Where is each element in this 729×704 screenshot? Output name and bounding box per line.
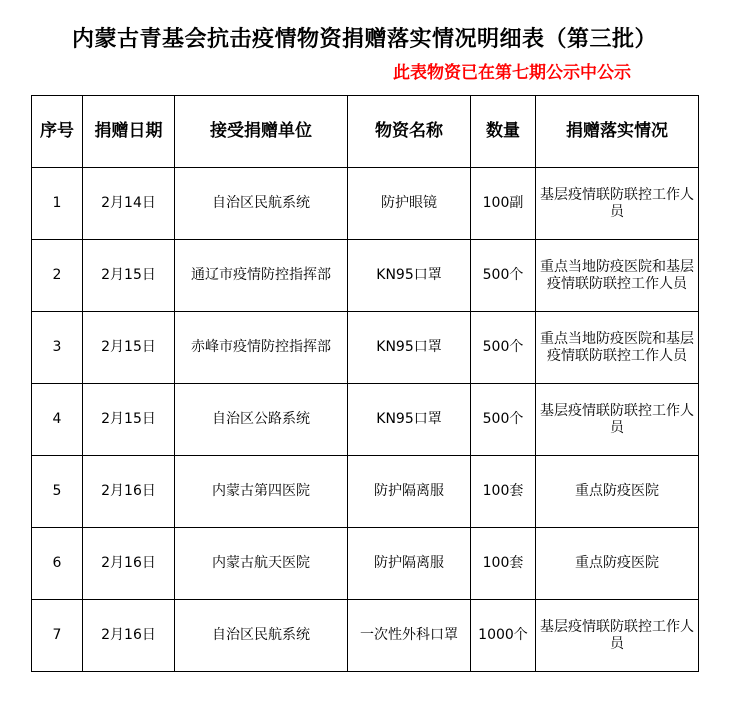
cell-donation-date: 2月15日 [83, 312, 175, 384]
header-item-name: 物资名称 [348, 96, 471, 168]
cell-quantity: 100套 [471, 528, 536, 600]
cell-recipient: 内蒙古航天医院 [175, 528, 348, 600]
table-row [32, 168, 699, 240]
cell-quantity: 100套 [471, 456, 536, 528]
header-quantity: 数量 [471, 96, 536, 168]
cell-serial-no: 2 [32, 240, 83, 312]
cell-implementation-status: 重点防疫医院 [536, 456, 699, 528]
cell-recipient: 内蒙古第四医院 [175, 456, 348, 528]
cell-quantity: 500个 [471, 384, 536, 456]
cell-item-name: 防护隔离服 [348, 528, 471, 600]
cell-serial-no: 5 [32, 456, 83, 528]
cell-recipient: 通辽市疫情防控指挥部 [175, 240, 348, 312]
cell-recipient: 自治区民航系统 [175, 600, 348, 672]
table-header-row [32, 96, 699, 168]
cell-donation-date: 2月16日 [83, 600, 175, 672]
table-row [32, 240, 699, 312]
cell-serial-no: 6 [32, 528, 83, 600]
cell-implementation-status: 重点防疫医院 [536, 528, 699, 600]
cell-quantity: 1000个 [471, 600, 536, 672]
table-row [32, 384, 699, 456]
cell-recipient: 赤峰市疫情防控指挥部 [175, 312, 348, 384]
cell-quantity: 500个 [471, 240, 536, 312]
cell-donation-date: 2月14日 [83, 168, 175, 240]
cell-serial-no: 4 [32, 384, 83, 456]
cell-implementation-status: 基层疫情联防联控工作人员 [536, 168, 699, 240]
table-row [32, 600, 699, 672]
cell-recipient: 自治区民航系统 [175, 168, 348, 240]
cell-donation-date: 2月15日 [83, 240, 175, 312]
header-implementation-status: 捐赠落实情况 [536, 96, 699, 168]
cell-serial-no: 7 [32, 600, 83, 672]
cell-implementation-status: 重点当地防疫医院和基层疫情联防联控工作人员 [536, 312, 699, 384]
cell-recipient: 自治区公路系统 [175, 384, 348, 456]
table-row [32, 312, 699, 384]
cell-item-name: KN95口罩 [348, 240, 471, 312]
header-donation-date: 捐赠日期 [83, 96, 175, 168]
cell-donation-date: 2月16日 [83, 528, 175, 600]
cell-quantity: 100副 [471, 168, 536, 240]
cell-item-name: 防护眼镜 [348, 168, 471, 240]
cell-implementation-status: 重点当地防疫医院和基层疫情联防联控工作人员 [536, 240, 699, 312]
cell-implementation-status: 基层疫情联防联控工作人员 [536, 600, 699, 672]
table-row [32, 456, 699, 528]
cell-donation-date: 2月15日 [83, 384, 175, 456]
page-title: 内蒙古青基会抗击疫情物资捐赠落实情况明细表（第三批） [71, 27, 657, 52]
cell-serial-no: 3 [32, 312, 83, 384]
header-serial-no: 序号 [32, 96, 83, 168]
donation-detail-table [31, 95, 699, 672]
cell-implementation-status: 基层疫情联防联控工作人员 [536, 384, 699, 456]
cell-quantity: 500个 [471, 312, 536, 384]
cell-item-name: 防护隔离服 [348, 456, 471, 528]
table-row [32, 528, 699, 600]
cell-item-name: 一次性外科口罩 [348, 600, 471, 672]
cell-serial-no: 1 [32, 168, 83, 240]
cell-item-name: KN95口罩 [348, 312, 471, 384]
cell-donation-date: 2月16日 [83, 456, 175, 528]
header-recipient: 接受捐赠单位 [175, 96, 348, 168]
publication-notice: 此表物资已在第七期公示中公示 [393, 63, 631, 83]
cell-item-name: KN95口罩 [348, 384, 471, 456]
